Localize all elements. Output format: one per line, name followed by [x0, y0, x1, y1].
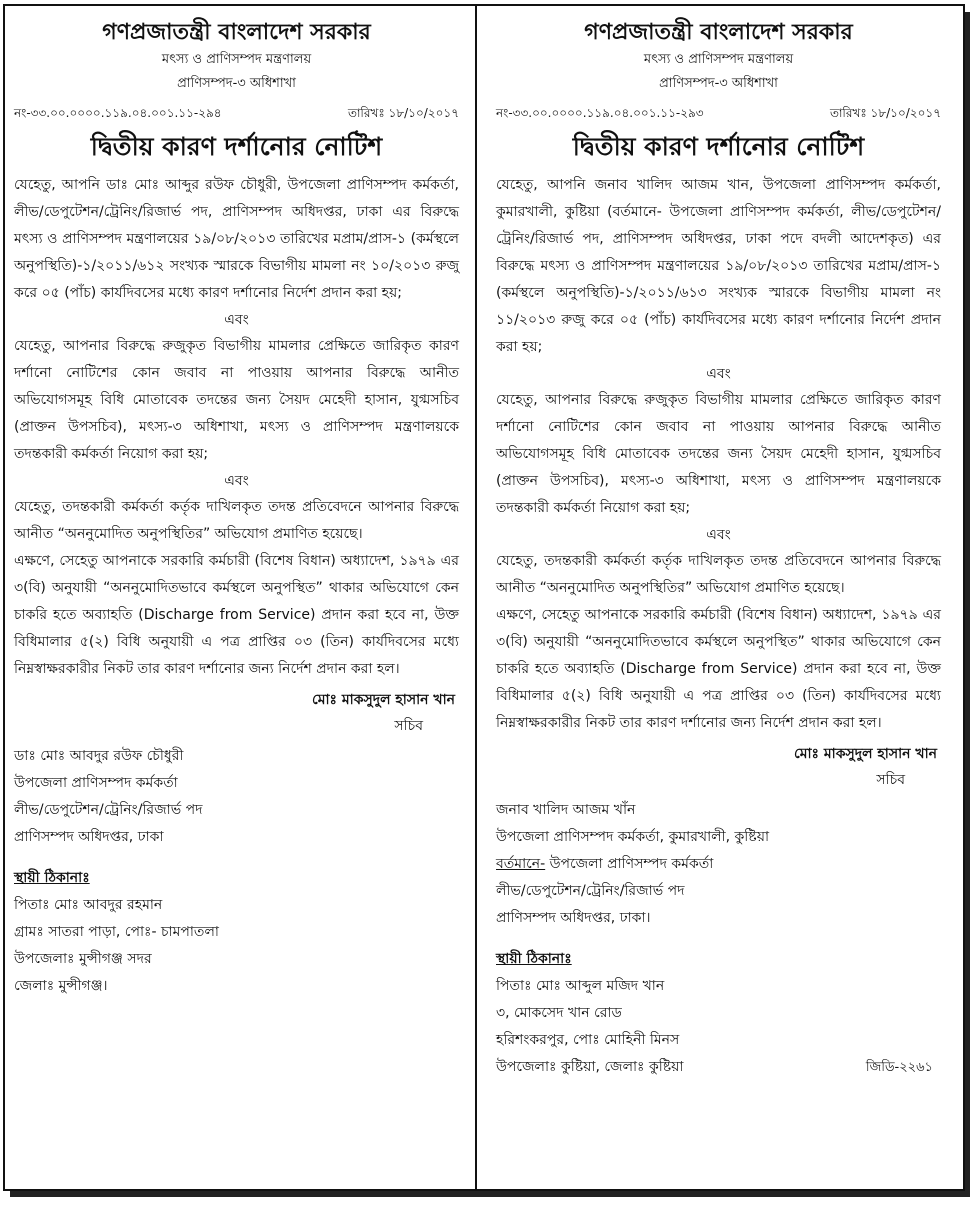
paragraph-1: যেহেতু, আপনি ডাঃ মোঃ আব্দুর রউফ চৌধুরী, উপজেলা প্রাণিসম্পদ কর্মকর্তা, লীভ/ডেপুটেশন/ট্রেনিং/রিজার্ভ পদ, প্রাণিসম্পদ অধিদপ্তর, ঢাকা এর বিরুদ্ধে মৎস্য ও প্রাণিসম্পদ মন্ত্রণালয়ের ১৯/০৮/২০১৩ তারিখের মপ্রাম/প্রাস-১ (কর্মস্থলে অনুপস্থিতি)-১/২০১১/৬১২ সংখ্যক স্মারকে বিভাগীয় মামলা নং ১০/২০১৩ রুজু করে ০৫ (পাঁচ) কার্যদিবসের মধ্যে কারণ দর্শানোর নির্দেশ প্রদান করা হয়; [14, 177, 459, 301]
notice-title: দ্বিতীয় কারণ দর্শানোর নোটিশ [90, 132, 383, 161]
reference-number: নং-৩৩.০০.০০০০.১১৯.০৪.০০১.১১-২৯৩ [496, 106, 704, 120]
address-line: লীভ/ডেপুটেশন/ট্রেনিং/রিজার্ভ পদ [14, 802, 203, 818]
address-line: উপজেলাঃ কুষ্টিয়া, জেলাঃ কুষ্টিয়া [496, 1059, 684, 1075]
address-line: প্রাণিসম্পদ অধিদপ্তর, ঢাকা। [496, 910, 651, 926]
address-line: উপজেলা প্রাণিসম্পদ কর্মকর্তা, কুমারখালী, কুষ্টিয়া [496, 829, 770, 845]
permanent-address-heading: স্থায়ী ঠিকানাঃ [496, 951, 572, 967]
gd-code: জিডি-২২৬১ [865, 1060, 933, 1075]
reference-number: নং-৩৩.০০.০০০০.১১৯.০৪.০০১.১১-২৯৪ [14, 106, 222, 120]
permanent-address [14, 892, 459, 1000]
page-shadow-bottom [10, 1191, 970, 1197]
ministry-name: মৎস্য ও প্রাণিসম্পদ মন্ত্রণালয় [643, 52, 794, 67]
address-line: ৩, মোকসেদ খান রোড [496, 1005, 622, 1021]
paragraph-4: এক্ষণে, সেহেতু আপনাকে সরকারি কর্মচারী (বিশেষ বিধান) অধ্যাদেশ, ১৯৭৯ এর ৩(বি) অনুযায়ী “অননুমোদিতভাবে কর্মস্থলে অনুপস্থিত” থাকার অভিযোগে কেন চাকরি হতে অব্যাহতি (Discharge from Service) প্রদান করা হবে না, উক্ত বিধিমালার ৫(২) বিধি অনুযায়ী এ পত্র প্রাপ্তির ০৩ (তিন) কার্যদিবসের মধ্যে নিম্নস্বাক্ষরকারীর নিকট তার কারণ দর্শানোর জন্য নির্দেশ প্রদান করা হল। [496, 607, 941, 731]
reference-line [496, 102, 941, 124]
paragraph-2: যেহেতু, আপনার বিরুদ্ধে রুজুকৃত বিভাগীয় মামলার প্রেক্ষিতে জারিকৃত কারণ দর্শানো নোটিশের কোন জবাব না পাওয়ায় আপনার বিরুদ্ধে আনীত অভিযোগসমূহ বিধি মোতাবেক তদন্তের জন্য সৈয়দ মেহেদী হাসান, যুগ্মসচিব (প্রাক্তন উপসচিব), মৎস্য-৩ অধিশাখা, মৎস্য ও প্রাণিসম্পদ মন্ত্রণালয়কে তদন্তকারী কর্মকর্তা নিয়োগ করা হয়; [14, 338, 459, 462]
address-line: জনাব খালিদ আজম খাঁন [496, 802, 636, 818]
gov-heading: গণপ্রজাতন্ত্রী বাংলাদেশ সরকার [102, 20, 371, 45]
permanent-address [496, 973, 941, 1081]
signer-designation: সচিব [394, 718, 423, 734]
ministry-name: মৎস্য ও প্রাণিসম্পদ মন্ত্রণালয় [161, 52, 312, 67]
notice-left [14, 18, 459, 1000]
signer-name: মোঃ মাকসুদুল হাসান খান [312, 692, 455, 708]
signer-name: মোঃ মাকসুদুল হাসান খান [794, 746, 937, 762]
address-line: গ্রামঃ সাতরা পাড়া, পোঃ- চামপাতলা [14, 924, 219, 940]
notice-right [496, 18, 941, 1081]
address-line [496, 851, 941, 878]
gov-heading: গণপ্রজাতন্ত্রী বাংলাদেশ সরকার [584, 20, 853, 45]
address-line: হরিশংকরপুর, পোঃ মোহিনী মিনস [496, 1032, 680, 1048]
address-line: উপজেলাঃ মুন্সীগঞ্জ সদর [14, 951, 152, 967]
and-separator: এবং [706, 527, 731, 543]
recipient-address [14, 743, 459, 851]
and-separator: এবং [224, 473, 249, 489]
permanent-address-heading: স্থায়ী ঠিকানাঃ [14, 870, 90, 886]
address-line: লীভ/ডেপুটেশন/ট্রেনিং/রিজার্ভ পদ [496, 883, 685, 899]
address-line: প্রাণিসম্পদ অধিদপ্তর, ঢাকা [14, 829, 164, 845]
page-shadow-right [965, 12, 970, 1197]
address-line: উপজেলা প্রাণিসম্পদ কর্মকর্তা [14, 775, 178, 791]
notice-title: দ্বিতীয় কারণ দর্শানোর নোটিশ [572, 132, 865, 161]
current-posting-label: বর্তমানে- [496, 856, 546, 872]
address-line: ডাঃ মোঃ আবদুর রউফ চৌধুরী [14, 748, 184, 764]
and-separator: এবং [706, 366, 731, 382]
branch-name: প্রাণিসম্পদ-৩ অধিশাখা [659, 76, 778, 91]
notice-date: তারিখঃ ১৮/১০/২০১৭ [829, 106, 941, 120]
column-divider [475, 6, 477, 1189]
and-separator: এবং [224, 312, 249, 328]
branch-name: প্রাণিসম্পদ-৩ অধিশাখা [177, 76, 296, 91]
paragraph-3: যেহেতু, তদন্তকারী কর্মকর্তা কর্তৃক দাখিলকৃত তদন্ত প্রতিবেদনে আপনার বিরুদ্ধে আনীত “অননুমোদিত অনুপস্থিতির” অভিযোগ প্রমাণিত হয়েছে। [14, 499, 459, 542]
paragraph-3: যেহেতু, তদন্তকারী কর্মকর্তা কর্তৃক দাখিলকৃত তদন্ত প্রতিবেদনে আপনার বিরুদ্ধে আনীত “অননুমোদিত অনুপস্থিতির” অভিযোগ প্রমাণিত হয়েছে। [496, 553, 941, 596]
address-line: পিতাঃ মোঃ আবদুর রহমান [14, 897, 163, 913]
recipient-address [496, 797, 941, 932]
notice-date: তারিখঃ ১৮/১০/২০১৭ [347, 106, 459, 120]
paragraph-2: যেহেতু, আপনার বিরুদ্ধে রুজুকৃত বিভাগীয় মামলার প্রেক্ষিতে জারিকৃত কারণ দর্শানো নোটিশের কোন জবাব না পাওয়ায় আপনার বিরুদ্ধে আনীত অভিযোগসমূহ বিধি মোতাবেক তদন্তের জন্য সৈয়দ মেহেদী হাসান, যুগ্মসচিব (প্রাক্তন উপসচিব), মৎস্য-৩ অধিশাখা, মৎস্য ও প্রাণিসম্পদ মন্ত্রণালয়কে তদন্তকারী কর্মকর্তা নিয়োগ করা হয়; [496, 392, 941, 516]
reference-line [14, 102, 459, 124]
signer-designation: সচিব [876, 772, 905, 788]
paragraph-4: এক্ষণে, সেহেতু আপনাকে সরকারি কর্মচারী (বিশেষ বিধান) অধ্যাদেশ, ১৯৭৯ এর ৩(বি) অনুযায়ী “অননুমোদিতভাবে কর্মস্থলে অনুপস্থিত” থাকার অভিযোগে কেন চাকরি হতে অব্যাহতি (Discharge from Service) প্রদান করা হবে না, উক্ত বিধিমালার ৫(২) বিধি অনুযায়ী এ পত্র প্রাপ্তির ০৩ (তিন) কার্যদিবসের মধ্যে নিম্নস্বাক্ষরকারীর নিকট তার কারণ দর্শানোর জন্য নির্দেশ প্রদান করা হল। [14, 553, 459, 677]
current-posting-value: উপজেলা প্রাণিসম্পদ কর্মকর্তা [545, 856, 714, 872]
address-line: পিতাঃ মোঃ আব্দুল মজিদ খান [496, 978, 665, 994]
paragraph-1: যেহেতু, আপনি জনাব খালিদ আজম খান, উপজেলা প্রাণিসম্পদ কর্মকর্তা, কুমারখালী, কুষ্টিয়া (বর্তমানে- উপজেলা প্রাণিসম্পদ কর্মকর্তা, লীভ/ডেপুটেশন/ট্রেনিং/রিজার্ভ পদ, প্রাণিসম্পদ অধিদপ্তর, ঢাকা পদে বদলী আদেশকৃত) এর বিরুদ্ধে মৎস্য ও প্রাণিসম্পদ মন্ত্রণালয়ের ১৯/০৮/২০১৩ তারিখের মপ্রাম/প্রাস-১ (কর্মস্থলে অনুপস্থিতি)-১/২০১১/৬১৩ সংখ্যক স্মারকে বিভাগীয় মামলা নং ১১/২০১৩ রুজু করে ০৫ (পাঁচ) কার্যদিবসের মধ্যে কারণ দর্শানোর নির্দেশ প্রদান করা হয়; [496, 177, 941, 355]
address-line: জেলাঃ মুন্সীগঞ্জ। [14, 978, 108, 994]
